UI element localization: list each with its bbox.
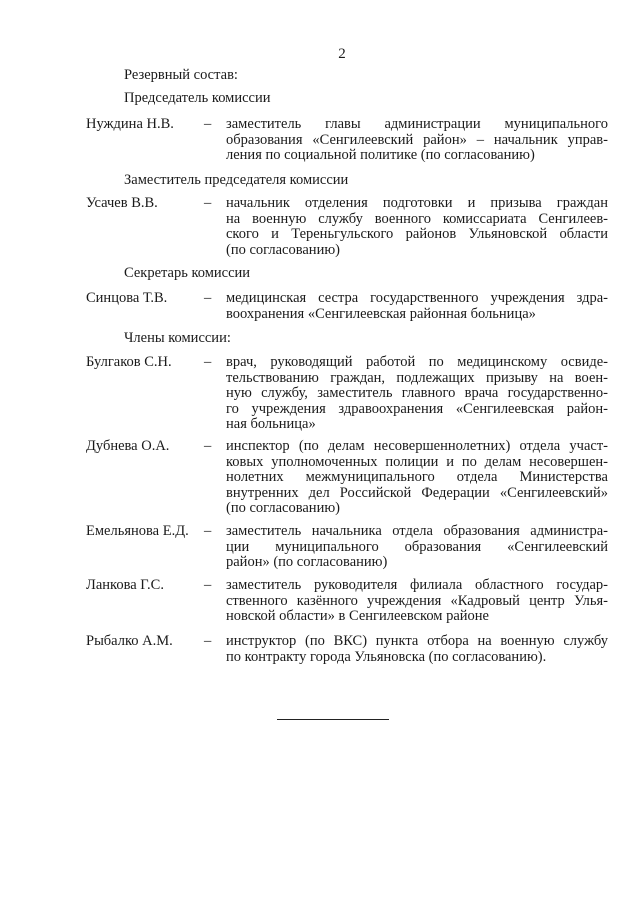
dash: – (204, 354, 212, 370)
description-line: (по согласованию) (226, 241, 340, 258)
description-line: заместитель начальника отдела образования администра- (226, 523, 608, 539)
description-line: начальник отделения подготовки и призыва граждан (226, 195, 608, 211)
member-name: Емельянова Е.Д. (86, 523, 189, 539)
member-name: Ланкова Г.С. (86, 577, 164, 593)
description-line: внутренних дел Российской Федерации «Сенгилеевский» (226, 484, 608, 501)
description-line: врач, руководящий работой по медицинскому освиде- (226, 354, 608, 370)
dash: – (204, 195, 212, 211)
member-description (226, 634, 608, 665)
heading-chairman: Председатель комиссии (124, 90, 271, 106)
description-line: ная больница» (226, 416, 316, 433)
dash: – (204, 438, 212, 454)
heading-members: Члены комиссии: (124, 330, 231, 346)
member-name: Дубнева О.А. (86, 438, 170, 454)
description-line: на военную службу военного комиссариата Сенгилеев- (226, 210, 608, 227)
member-description (226, 196, 608, 258)
member-description (226, 291, 608, 322)
description-line: район» (по согласованию) (226, 554, 388, 571)
page-number: 2 (338, 46, 346, 62)
member-name: Синцова Т.В. (86, 290, 168, 306)
dash: – (204, 290, 212, 306)
member-description (226, 117, 608, 164)
member-description (226, 524, 608, 571)
heading-deputy: Заместитель председателя комиссии (124, 172, 349, 188)
dash: – (204, 523, 212, 539)
member-name: Булгаков С.Н. (86, 354, 172, 370)
member-name: Нуждина Н.В. (86, 116, 174, 132)
member-description (226, 355, 608, 433)
description-line: заместитель руководителя филиала областного государ- (226, 577, 608, 593)
member-name: Усачев В.В. (86, 195, 158, 211)
description-line: (по согласованию) (226, 500, 340, 517)
description-line: ления по социальной политике (по согласованию) (226, 147, 535, 164)
dash: – (204, 577, 212, 593)
description-line: ственного казённого учреждения «Кадровый центр Улья- (226, 592, 608, 609)
description-line: нолетних межмуниципального отдела Министерства (226, 469, 608, 486)
description-line: ную службу, заместитель главного врача государственно- (226, 385, 608, 402)
member-description (226, 439, 608, 517)
description-line: медицинская сестра государственного учреждения здра- (226, 290, 608, 306)
description-line: образования «Сенгилеевский район» – начальник управ- (226, 131, 608, 148)
closing-rule (277, 719, 389, 720)
description-line: го учреждения здравоохранения «Сенгилеевская район- (226, 400, 608, 417)
description-line: новской области» в Сенгилеевском районе (226, 608, 489, 625)
dash: – (204, 633, 212, 649)
description-line: по контракту города Ульяновска (по согласованию). (226, 648, 547, 665)
description-line: инспектор (по делам несовершеннолетних) отдела участ- (226, 438, 608, 454)
description-line: ции муниципального образования «Сенгилеевский (226, 538, 608, 555)
member-description (226, 578, 608, 625)
member-name: Рыбалко А.М. (86, 633, 173, 649)
dash: – (204, 116, 212, 132)
description-line: заместитель главы администрации муниципального (226, 116, 608, 132)
description-line: тельствованию граждан, подлежащих призыву на воен- (226, 369, 608, 386)
description-line: ского и Тереньгульского районов Ульяновской области (226, 226, 608, 243)
heading-secretary: Секретарь комиссии (124, 265, 251, 281)
description-line: воохранения «Сенгилеевская районная больница» (226, 305, 536, 322)
heading-reserve: Резервный состав: (124, 67, 238, 83)
description-line: инструктор (по ВКС) пункта отбора на военную службу (226, 633, 608, 649)
description-line: ковых уполномоченных полиции и по делам несовершен- (226, 453, 608, 470)
